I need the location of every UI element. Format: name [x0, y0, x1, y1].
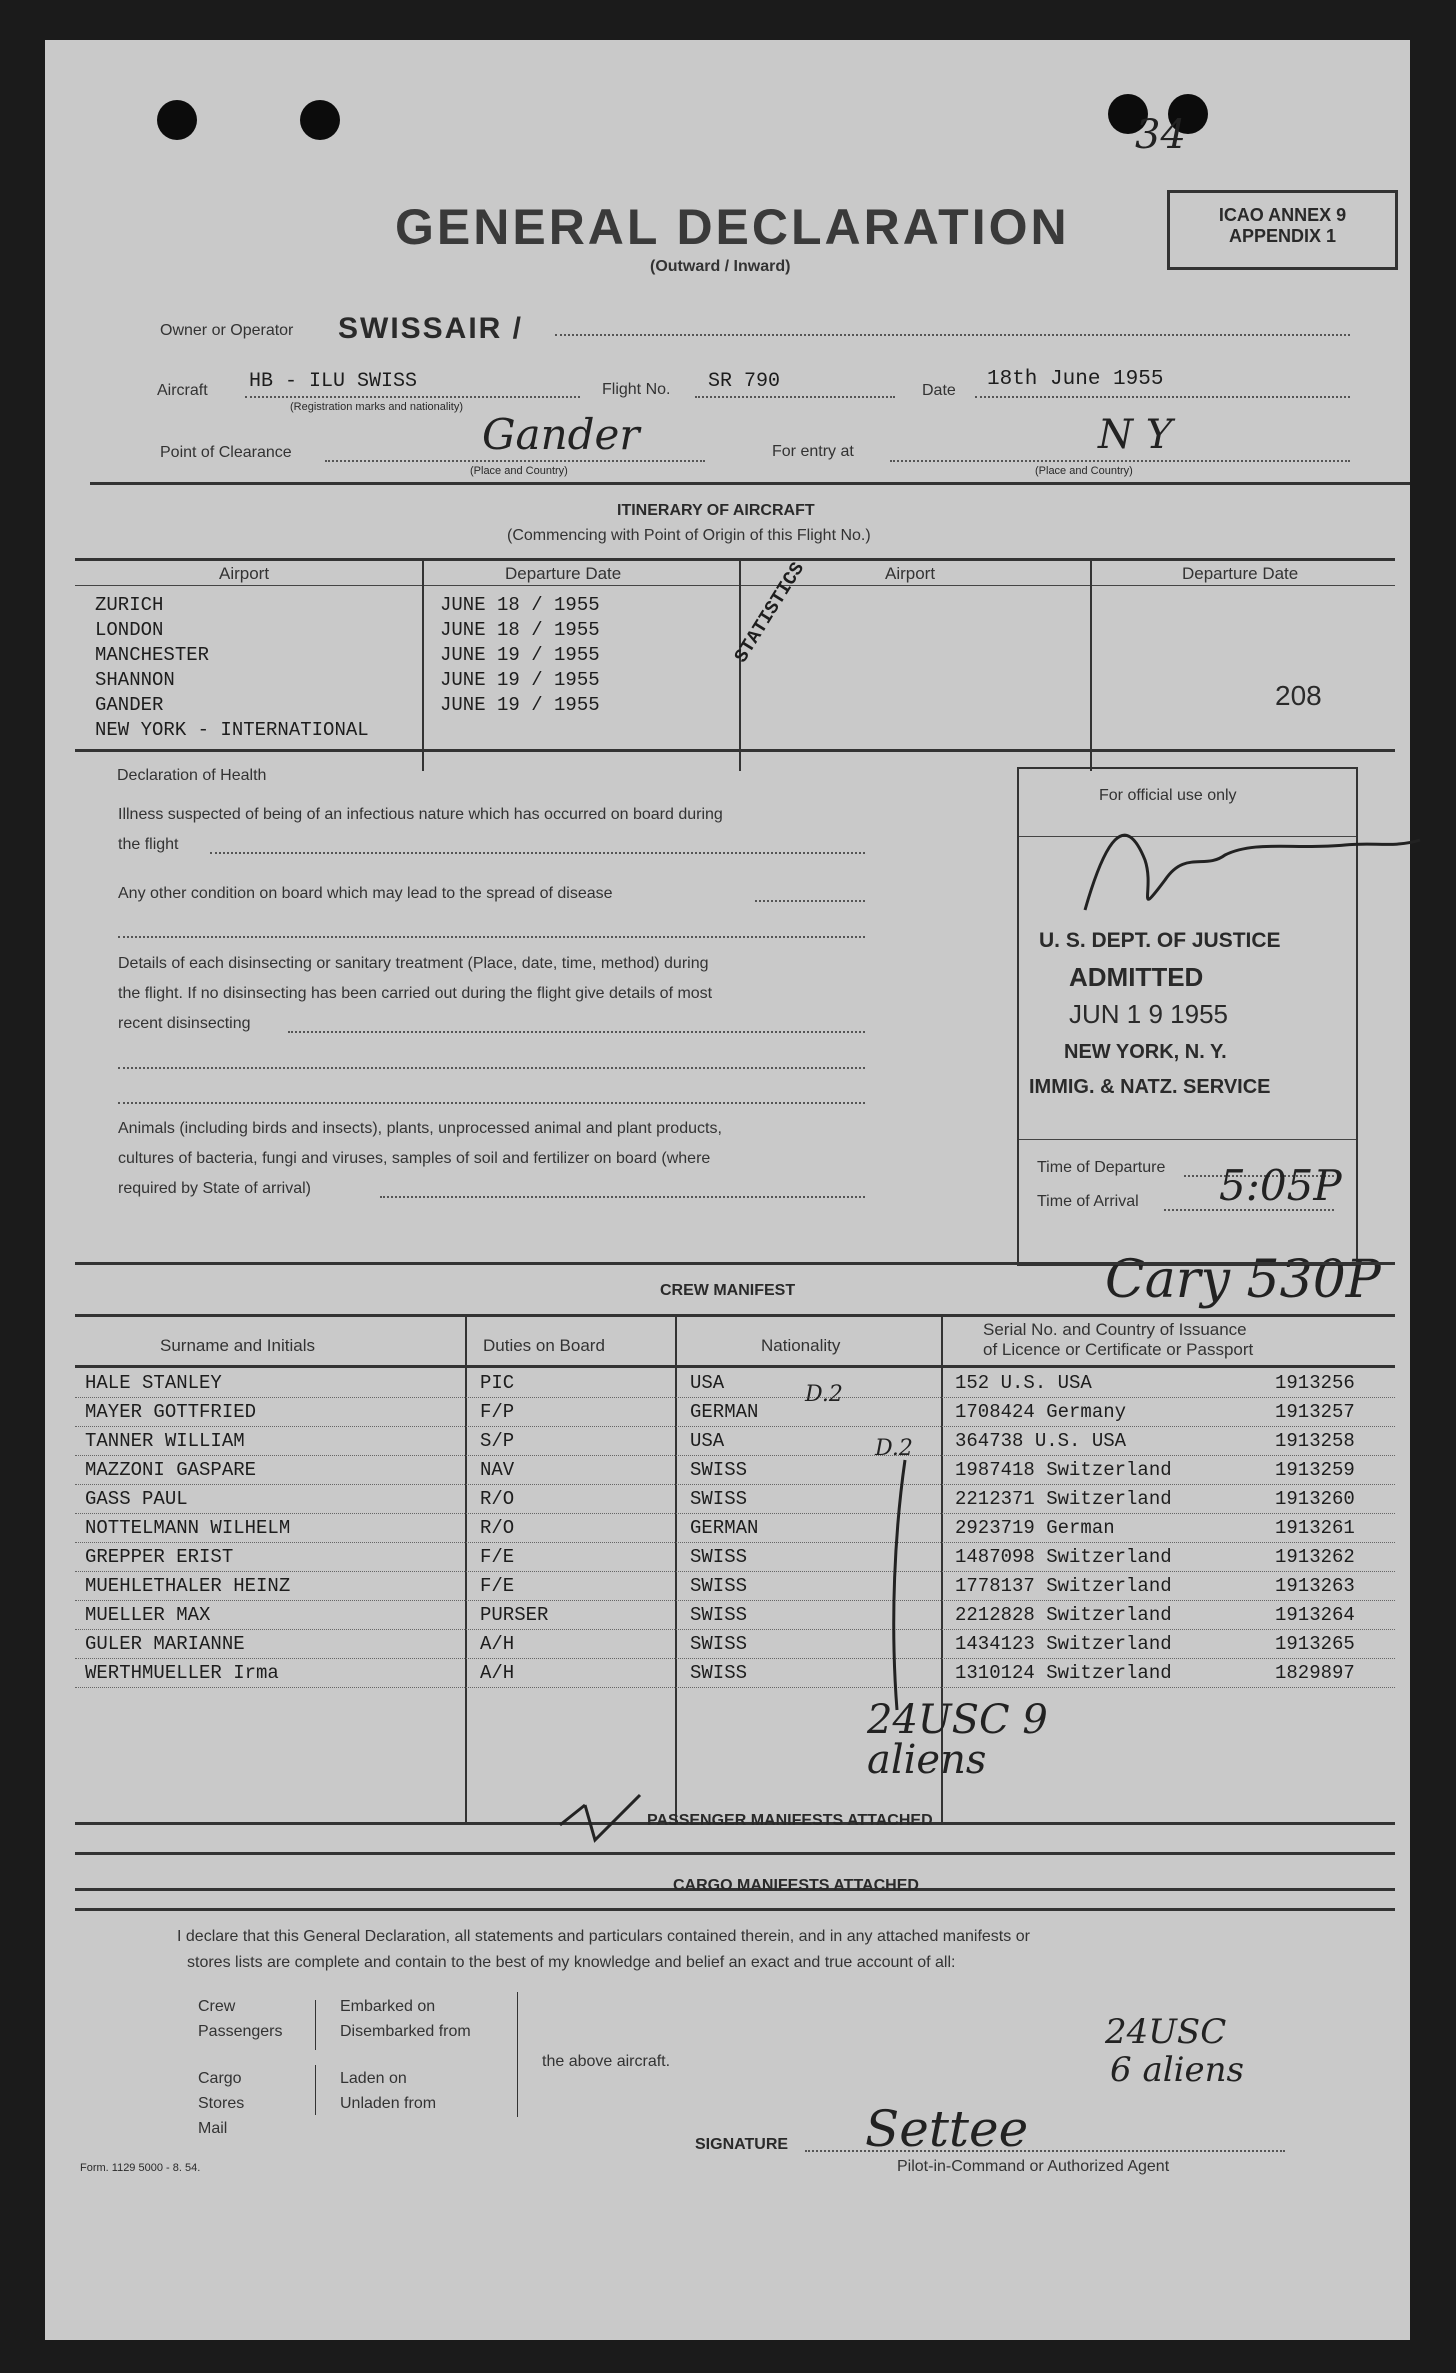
crew-name: HALE STANLEY — [85, 1372, 222, 1394]
declaration-form — [45, 40, 1410, 2340]
crew-duty: F/E — [480, 1546, 515, 1568]
crew-header-serial: Serial No. and Country of Issuance — [983, 1320, 1247, 1339]
crew-name: GREPPER ERIST — [85, 1546, 234, 1568]
entry-sublabel: (Place and Country) — [1035, 465, 1133, 477]
health-q3c: recent disinsecting — [118, 1015, 251, 1032]
flight-value: SR 790 — [708, 370, 781, 393]
crew-title: CREW MANIFEST — [660, 1282, 796, 1299]
clearance-label: Point of Clearance — [160, 444, 292, 461]
crew-name: NOTTELMANN WILHELM — [85, 1517, 291, 1539]
row-divider — [75, 1658, 1395, 1659]
flight-label: Flight No. — [602, 381, 671, 398]
date-value: 18th June 1955 — [987, 368, 1164, 391]
crew-nat: GERMAN — [690, 1517, 759, 1539]
crew-nat: SWISS — [690, 1633, 748, 1655]
crew-mark-2: D.2 — [875, 1436, 913, 1461]
crew-num: 1913264 — [1275, 1604, 1355, 1626]
crew-num: 1913260 — [1275, 1488, 1355, 1510]
clearance-sublabel: (Place and Country) — [470, 465, 568, 477]
crew-num: 1913259 — [1275, 1459, 1355, 1481]
crew-name: WERTHMUELLER Irma — [85, 1662, 279, 1684]
row-divider — [75, 1571, 1395, 1572]
row-divider — [75, 1687, 1395, 1688]
row-divider — [75, 1600, 1395, 1601]
official-title: For official use only — [1099, 787, 1237, 804]
crew-duty: S/P — [480, 1430, 515, 1452]
row-divider — [75, 1542, 1395, 1543]
owner-label: Owner or Operator — [160, 322, 294, 339]
crew-header-serial-2: of Licence or Certificate or Passport — [983, 1340, 1254, 1359]
declaration-tail: the above aircraft. — [542, 2053, 671, 2070]
declaration-left-col: Crew Passengers Cargo Stores Mail — [198, 1998, 283, 2137]
health-q1a: Illness suspected of being of an infectious nature which has occurred on board during — [118, 806, 723, 823]
punch-hole — [300, 100, 340, 140]
signature-sub: Pilot-in-Command or Authorized Agent — [897, 2158, 1170, 2175]
aircraft-label: Aircraft — [157, 382, 208, 399]
entry-value: N Y — [1098, 412, 1173, 458]
crew-nat: SWISS — [690, 1546, 748, 1568]
crew-num: 1913262 — [1275, 1546, 1355, 1568]
crew-duty: A/H — [480, 1633, 515, 1655]
itinerary-header-airport: Airport — [219, 564, 270, 583]
aircraft-value: HB - ILU SWISS — [249, 370, 418, 393]
health-q2: Any other condition on board which may lead to the spread of disease — [118, 885, 613, 902]
crew-serial: 2212371 Switzerland — [955, 1488, 1172, 1510]
signature-label: SIGNATURE — [695, 2136, 789, 2153]
admitted-stamp-2: ADMITTED — [1069, 962, 1204, 992]
admitted-stamp-5: IMMIG. & NATZ. SERVICE — [1029, 1076, 1271, 1098]
itinerary-row: MANCHESTER — [95, 644, 210, 666]
crew-header-name: Surname and Initials — [160, 1336, 315, 1355]
declaration-handwritten-2: 6 aliens — [1110, 2050, 1244, 2090]
declaration-line2: stores lists are complete and contain to the best of my knowledge and belief an exact and true account of all: — [187, 1954, 956, 1971]
statistics-stamp: STATISTICS — [730, 558, 810, 667]
crew-serial: 152 U.S. USA — [955, 1372, 1092, 1394]
row-divider — [75, 1397, 1395, 1398]
crew-name: MUEHLETHALER HEINZ — [85, 1575, 291, 1597]
crew-num: 1913257 — [1275, 1401, 1355, 1423]
itinerary-row: NEW YORK - INTERNATIONAL — [95, 719, 369, 741]
health-q4c: required by State of arrival) — [118, 1180, 311, 1197]
itinerary-title: ITINERARY OF AIRCRAFT — [617, 502, 815, 519]
itinerary-row: GANDER — [95, 694, 164, 716]
crew-row — [75, 1486, 1395, 1515]
crew-num: 1913258 — [1275, 1430, 1355, 1452]
itinerary-dates: JUNE 18 / 1955 JUNE 18 / 1955 JUNE 19 / 1955 JUNE 19 / 1955 JUNE 19 / 1955 — [440, 594, 600, 716]
health-title: Declaration of Health — [117, 767, 267, 784]
icao-box — [1167, 190, 1398, 270]
crew-num: 1913265 — [1275, 1633, 1355, 1655]
crew-duty: NAV — [480, 1459, 515, 1481]
crew-row — [75, 1573, 1395, 1602]
row-divider — [75, 1426, 1395, 1427]
itinerary-subtitle: (Commencing with Point of Origin of this Flight No.) — [507, 527, 871, 544]
crew-nat: USA — [690, 1430, 725, 1452]
cargo-manifests: CARGO MANIFESTS ATTACHED — [673, 1877, 919, 1894]
crew-num: 1913256 — [1275, 1372, 1355, 1394]
aircraft-sublabel: (Registration marks and nationality) — [290, 401, 464, 413]
crew-duty: PURSER — [480, 1604, 549, 1626]
itinerary-header-date-2: Departure Date — [1182, 564, 1299, 583]
row-divider — [75, 1455, 1395, 1456]
crew-nat: SWISS — [690, 1459, 748, 1481]
crew-row — [75, 1370, 1395, 1399]
crew-serial: 1987418 Switzerland — [955, 1459, 1172, 1481]
icao-line1: ICAO ANNEX 9 — [1218, 205, 1347, 225]
entry-label: For entry at — [772, 443, 854, 460]
crew-header-duties: Duties on Board — [483, 1336, 605, 1355]
crew-duty: F/E — [480, 1575, 515, 1597]
crew-row — [75, 1428, 1395, 1457]
clearance-value: Gander — [482, 410, 640, 459]
form-title: GENERAL DECLARATION — [395, 199, 1070, 255]
declaration-handwritten-1: 24USC — [1105, 2012, 1227, 2052]
declaration-mid-col: Embarked on Disembarked from Laden on Unladen from — [340, 1998, 471, 2112]
admitted-stamp-date: JUN 1 9 1955 — [1069, 999, 1228, 1029]
crew-handwritten: 24USC 9 aliens — [867, 1697, 1048, 1783]
health-q4a: Animals (including birds and insects), plants, unprocessed animal and plant products, — [118, 1120, 722, 1137]
crew-header-nationality: Nationality — [761, 1336, 841, 1355]
passenger-manifests: PASSENGER MANIFESTS ATTACHED — [647, 1812, 933, 1829]
admitted-stamp-1: U. S. DEPT. OF JUSTICE — [1039, 929, 1281, 952]
crew-nat: SWISS — [690, 1604, 748, 1626]
annotation-top: 34 — [1135, 112, 1186, 158]
crew-nat: GERMAN — [690, 1401, 759, 1423]
crew-name: GASS PAUL — [85, 1488, 188, 1510]
official-signature — [1045, 800, 1425, 940]
crew-duty: A/H — [480, 1662, 515, 1684]
crew-row — [75, 1602, 1395, 1631]
itinerary-airports — [95, 593, 369, 743]
crew-nat: SWISS — [690, 1575, 748, 1597]
itinerary-row: ZURICH — [95, 594, 164, 616]
crew-name: GULER MARIANNE — [85, 1633, 245, 1655]
crew-serial: 1310124 Switzerland — [955, 1662, 1172, 1684]
row-divider — [75, 1484, 1395, 1485]
signature-value: Settee — [865, 2100, 1029, 2158]
crew-serial: 2212828 Switzerland — [955, 1604, 1172, 1626]
crew-row — [75, 1457, 1395, 1486]
crew-mark-1: D.2 — [805, 1382, 843, 1407]
crew-num: 1913263 — [1275, 1575, 1355, 1597]
icao-line2: APPENDIX 1 — [1228, 226, 1337, 246]
departure-label: Time of Departure — [1037, 1159, 1166, 1176]
crew-serial: 2923719 German — [955, 1517, 1115, 1539]
owner-value: SWISSAIR / — [338, 312, 524, 345]
form-subtitle: (Outward / Inward) — [650, 258, 791, 275]
itinerary-row: SHANNON — [95, 669, 175, 691]
crew-name: MUELLER MAX — [85, 1604, 211, 1626]
punch-hole — [157, 100, 197, 140]
form-number: Form. 1129 5000 - 8. 54. — [80, 2162, 201, 2174]
row-divider — [75, 1629, 1395, 1630]
health-q3b: the flight. If no disinsecting has been carried out during the flight give details of most — [118, 985, 713, 1002]
crew-num: 1913261 — [1275, 1517, 1355, 1539]
row-divider — [75, 1513, 1395, 1514]
declaration-line1: I declare that this General Declaration, all statements and particulars contained therein, and in any attached manifests or — [177, 1928, 1030, 1945]
crew-name: MAZZONI GASPARE — [85, 1459, 257, 1481]
health-q1b: the flight — [118, 836, 179, 853]
health-q3a: Details of each disinsecting or sanitary treatment (Place, date, time, method) during — [118, 955, 709, 972]
crew-serial: 1487098 Switzerland — [955, 1546, 1172, 1568]
itinerary-number: 208 — [1275, 680, 1322, 711]
official-note: Cary 530P — [1105, 1250, 1381, 1310]
admitted-stamp-4: NEW YORK, N. Y. — [1064, 1041, 1227, 1063]
check-mark — [555, 1785, 645, 1845]
itinerary-header-date: Departure Date — [505, 564, 622, 583]
health-q4b: cultures of bacteria, fungi and viruses, samples of soil and fertilizer on board (where — [118, 1150, 711, 1167]
crew-nat: SWISS — [690, 1488, 748, 1510]
crew-duty: R/O — [480, 1488, 515, 1510]
arrival-label: Time of Arrival — [1037, 1193, 1139, 1210]
crew-nat: USA — [690, 1372, 725, 1394]
date-label: Date — [922, 382, 956, 399]
crew-row — [75, 1399, 1395, 1428]
crew-serial: 364738 U.S. USA — [955, 1430, 1127, 1452]
crew-serial: 1434123 Switzerland — [955, 1633, 1172, 1655]
crew-row — [75, 1515, 1395, 1544]
crew-serial: 1778137 Switzerland — [955, 1575, 1172, 1597]
crew-serial: 1708424 Germany — [955, 1401, 1127, 1423]
crew-duty: F/P — [480, 1401, 515, 1423]
itinerary-row: LONDON — [95, 619, 164, 641]
itinerary-header-airport-2: Airport — [885, 564, 936, 583]
crew-row — [75, 1660, 1395, 1689]
crew-duty: PIC — [480, 1372, 515, 1394]
crew-nat: SWISS — [690, 1662, 748, 1684]
crew-name: MAYER GOTTFRIED — [85, 1401, 257, 1423]
crew-name: TANNER WILLIAM — [85, 1430, 245, 1452]
crew-num: 1829897 — [1275, 1662, 1355, 1684]
crew-bracket-mark — [865, 1440, 925, 1720]
crew-row — [75, 1631, 1395, 1660]
crew-duty: R/O — [480, 1517, 515, 1539]
crew-row — [75, 1544, 1395, 1573]
arrival-value: 5:05P — [1219, 1161, 1342, 1210]
